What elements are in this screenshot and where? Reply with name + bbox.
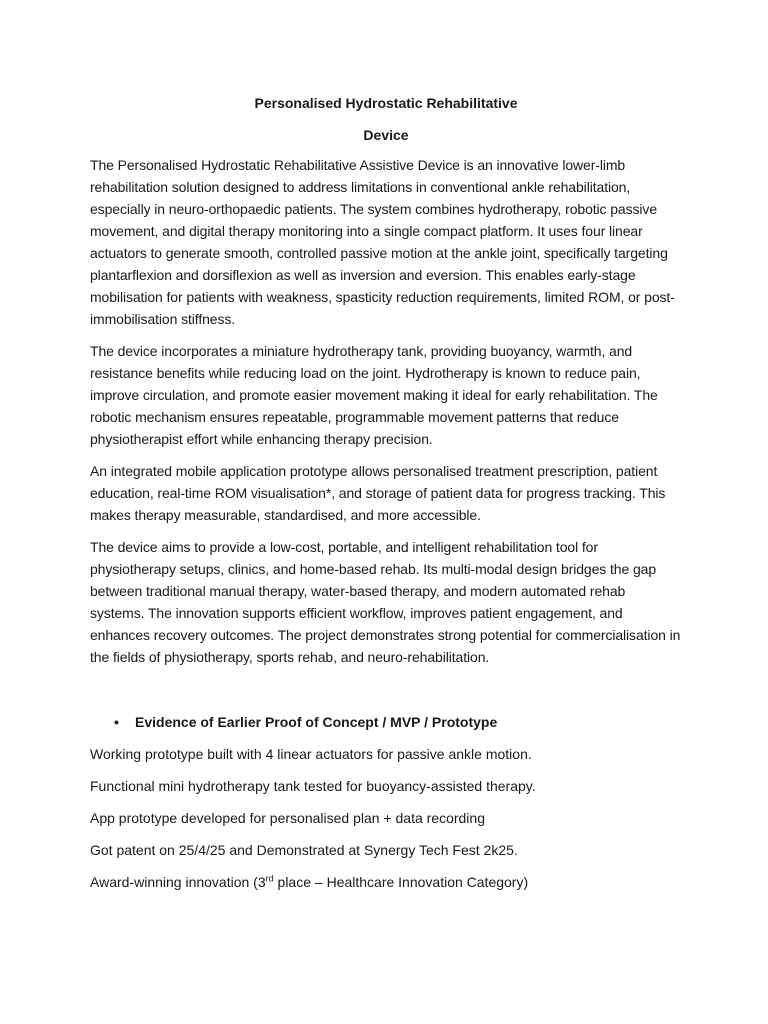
- document-title-line2: Device: [363, 127, 409, 143]
- paragraph-overview: The Personalised Hydrostatic Rehabilitative Assistive Device is an innovative lower-limb rehabilitation solution designed to address limitations in conventional ankle rehabilitation, especially in neuro-orthopaedic patients. The system combines hydrotherapy, robotic passive movement, and digital therapy monitoring into a single compact platform. It uses four linear actuators to generate smooth, controlled passive motion at the ankle joint, specifically targeting plantarflexion and dorsiflexion as well as inversion and eversion. This enables early-stage mobilisation for patients with weakness, spasticity reduction requirements, limited ROM, or post-immobilisation stiffness.: [90, 157, 675, 327]
- evidence-item-app: App prototype developed for personalised plan + data recording: [90, 810, 485, 826]
- evidence-item-tank: Functional mini hydrotherapy tank tested for buoyancy-assisted therapy.: [90, 778, 536, 794]
- award-ordinal-suffix: rd: [265, 873, 274, 884]
- paragraph-hydrotherapy: The device incorporates a miniature hydrotherapy tank, providing buoyancy, warmth, and resistance benefits while reducing load on the joint. Hydrotherapy is known to reduce pain, improve circulation, and promote easier movement making it ideal for early rehabilitation. The robotic mechanism ensures repeatable, programmable movement patterns that reduce physiotherapist effort while enhancing therapy precision.: [90, 343, 658, 447]
- section-heading-evidence: [90, 711, 682, 733]
- evidence-item-award: [90, 871, 682, 893]
- document-page: [90, 92, 682, 893]
- award-prefix: Award-winning innovation (3: [90, 874, 266, 890]
- section-heading-text: Evidence of Earlier Proof of Concept / MVP / Prototype: [135, 714, 498, 730]
- evidence-item-patent: Got patent on 25/4/25 and Demonstrated at Synergy Tech Fest 2k25.: [90, 842, 518, 858]
- paragraph-mobile-app: An integrated mobile application prototype allows personalised treatment prescription, patient education, real-time ROM visualisation*, and storage of patient data for progress tracking. This makes therapy measurable, standardised, and more accessible.: [90, 463, 666, 523]
- paragraph-aims: The device aims to provide a low-cost, portable, and intelligent rehabilitation tool for physiotherapy setups, clinics, and home-based rehab. Its multi-modal design bridges the gap between traditional manual therapy, water-based therapy, and modern automated rehab systems. The innovation supports efficient workflow, improves patient engagement, and enhances recovery outcomes. The project demonstrates strong potential for commercialisation in the fields of physiotherapy, sports rehab, and neuro-rehabilitation.: [90, 539, 681, 665]
- award-suffix: place – Healthcare Innovation Category): [273, 874, 529, 890]
- document-title-line1: Personalised Hydrostatic Rehabilitative: [254, 95, 518, 111]
- bullet-icon: •: [114, 714, 119, 730]
- evidence-item-prototype: Working prototype built with 4 linear actuators for passive ankle motion.: [90, 746, 532, 762]
